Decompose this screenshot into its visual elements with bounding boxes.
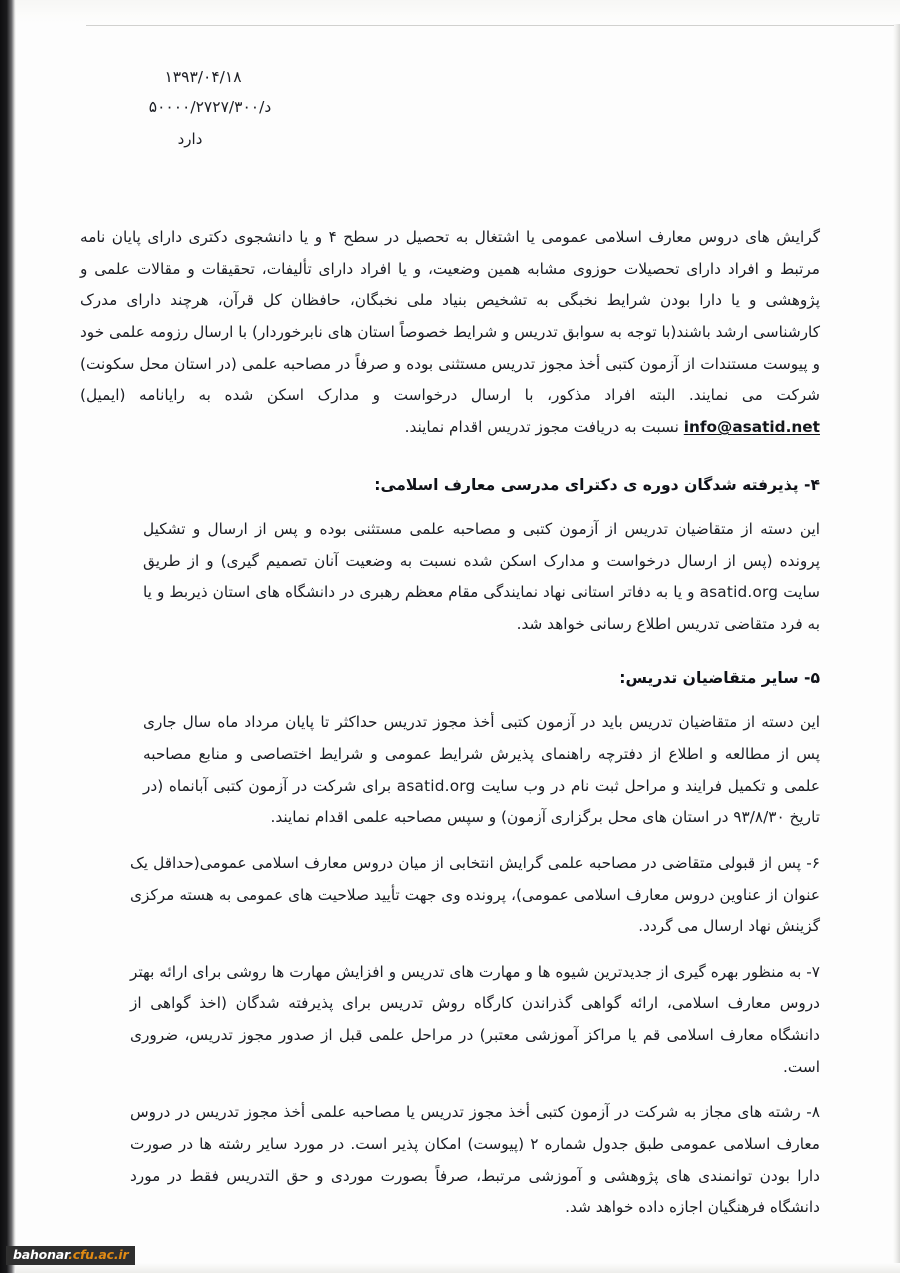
section-4-text-after-site: و یا به دفاتر استانی نهاد نمایندگی مقام معظم رهبری در دانشگاه های استان ذیربط و یا به فرد متقاضی تدریس اطلاع رسانی خواهد شد.: [143, 583, 820, 634]
numbered-item-8: ۸- رشته های مجاز به شرکت در آزمون کتبی أخذ مجوز تدریس یا مصاحبه علمی أخذ مجوز تدریس در دروس معارف اسلامی عمومی طبق جدول شماره ۲ (پیوست) امکان پذیر است. در مورد سایر رشته ها در صورت دارا بودن توانمندی های پژوهشی و آموزشی مرتبط، صرفاً بصورت موردی و حق التدریس فقط در مورد دانشگاه فرهنگیان اجازه داده خواهد شد.: [130, 1103, 820, 1217]
section-heading-4: ۴- پذیرفته شدگان دوره ی دکترای مدرسی معارف اسلامی:: [374, 475, 820, 494]
lead-paragraph: [80, 222, 820, 444]
watermark-name: bahonar: [13, 1246, 69, 1262]
section-body-4: [143, 514, 820, 641]
letterhead: [60, 62, 360, 157]
letterhead-date: ۱۳۹۳/۰۴/۱۸: [164, 68, 242, 86]
section-5-text-after-site: برای شرکت در آزمون کتبی آبانماه (در تاریخ ۹۳/۸/۳۰ در استان های محل برگزاری آزمون) و سپس مصاحبه علمی اقدام نمایند.: [143, 776, 820, 827]
watermark-tld: .cfu.ac.ir: [68, 1246, 129, 1262]
scan-edge-top: [16, 0, 900, 24]
lead-paragraph-text-before-email: گرایش های دروس معارف اسلامی عمومی یا اشتغال به تحصیل در سطح ۴ و یا دانشجوی دکتری دارای پایان نامه مرتبط و افراد دارای تحصیلات حوزوی مشابه همین وضعیت، و یا افراد دارای تألیفات، تحقیقات و مقالات علمی و پژوهشی و یا دارا بودن شرایط نخبگی به تشخیص بنیاد ملی نخبگان، حافظان کل قرآن، هرچند دارای مدرک کارشناسی ارشد باشند(با توجه به سوابق تدریس و شرایط خصوصاً استان های نابرخوردار) با ارسال رزومه علمی خود و پیوست مستندات از آزمون کتبی أخذ مجوز تدریس مستثنی بوده و صرفاً در مصاحبه علمی (در استان محل سکونت) شرکت می نمایند. البته افراد مذکور، با ارسال درخواست و مدارک اسکن شده به رایانامه (ایمیل): [80, 228, 820, 405]
scan-edge-right: [893, 0, 900, 1273]
lead-paragraph-text-after-email: نسبت به دریافت مجوز تدریس اقدام نمایند.: [404, 417, 684, 436]
letterhead-reference-number: د/۵۰۰۰۰/۲۷۲۷/۳۰۰: [148, 98, 272, 117]
section-5-website[interactable]: asatid.org: [396, 776, 476, 795]
section-4-text-before-site: این دسته از متقاضیان تدریس از آزمون کتبی و مصاحبه علمی مستثنی بوده و پس از ارسال و تشکیل پرونده (پس از ارسال درخواست و مدارک اسکن شده نسبت به وضعیت آنان تصمیم گیری) و از طریق سایت: [143, 520, 820, 602]
email-link[interactable]: info@asatid.net: [683, 417, 820, 436]
section-body-5: [143, 707, 820, 834]
section-5-text-before-site: این دسته از متقاضیان تدریس باید در آزمون کتبی أخذ مجوز تدریس حداکثر تا پایان مرداد ماه سال جاری پس از مطالعه و اطلاع از دفترچه راهنمای پذیرش شرایط عمومی و شرایط اختصاصی و منابع مصاحبه علمی و تکمیل فرایند و مراحل ثبت نام در وب سایت: [143, 713, 821, 795]
numbered-item-6: ۶- پس از قبولی متقاضی در مصاحبه علمی گرایش انتخابی از میان دروس معارف اسلامی عمومی(حداقل یک عنوان از عناوین دروس معارف اسلامی عمومی)، پرونده وی جهت تأیید صلاحیت های عمومی به هسته مرکزی گزینش نهاد ارسال می گردد.: [130, 853, 820, 936]
section-heading-5: ۵- سایر متقاضیان تدریس:: [619, 668, 820, 687]
section-4-website[interactable]: asatid.org: [699, 583, 779, 602]
letterhead-attachment-note: دارد: [177, 130, 203, 149]
scan-edge-left: [0, 0, 16, 1273]
numbered-item-7: ۷- به منظور بهره گیری از جدیدترین شیوه ها و مهارت های تدریس و افزایش مهارت ها روشی برای ارائه بهتر دروس معارف اسلامی، ارائه گواهی گذراندن کارگاه روش تدریس برای پذیرفته شدگان (اخذ گواهی از دانشگاه معارف اسلامی قم یا مراکز آموزشی معتبر) در مراحل علمی قبل از صدور مجوز تدریس، ضروری است.: [130, 962, 820, 1076]
document-body: [80, 222, 820, 1224]
scan-rule-top: [86, 25, 894, 26]
site-watermark: [6, 1246, 135, 1266]
scan-edge-bottom: [16, 1263, 900, 1273]
